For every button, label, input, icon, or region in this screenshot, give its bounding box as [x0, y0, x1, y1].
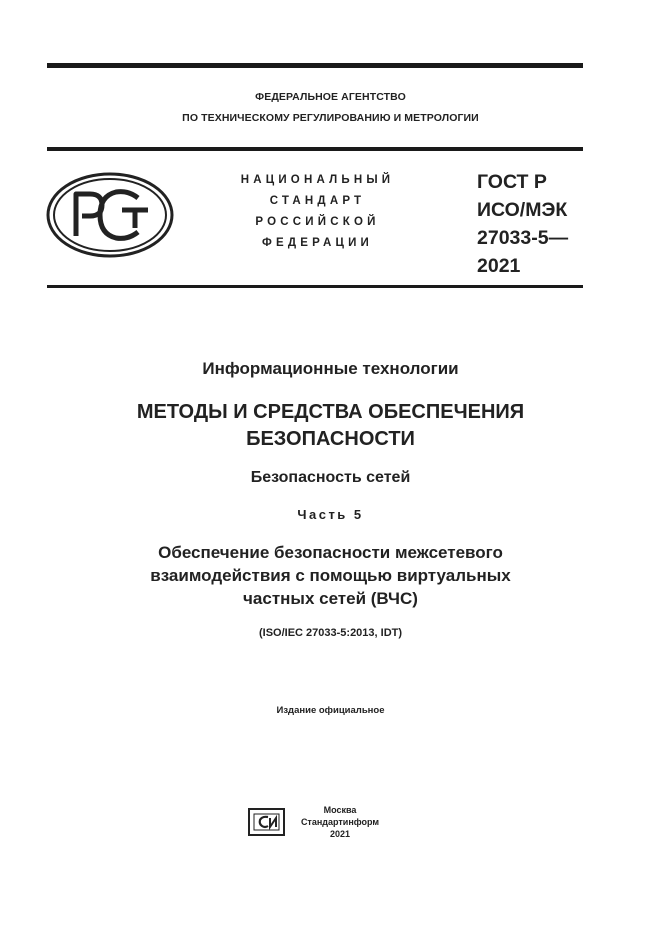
national-standard-block	[220, 170, 415, 254]
top-rule	[47, 63, 583, 68]
publisher-name: Стандартинформ	[300, 817, 380, 827]
part-title-line: взаимодействия с помощью виртуальных	[150, 566, 511, 585]
designation-line: 27033-5—	[477, 227, 569, 249]
designation-line: 2021	[477, 255, 521, 277]
subtitle: Безопасность сетей	[250, 469, 411, 486]
rst-logo-icon	[46, 172, 174, 258]
part-title-line: частных сетей (ВЧС)	[243, 589, 418, 608]
header-rule-top	[47, 147, 583, 151]
header-rule-bottom	[47, 285, 583, 288]
designation-line: ИСО/МЭК	[477, 199, 568, 221]
edition-note: Издание официальное	[276, 705, 385, 716]
publisher-block	[285, 804, 395, 840]
agency-line-2: ПО ТЕХНИЧЕСКОМУ РЕГУЛИРОВАНИЮ И МЕТРОЛОГИИ	[182, 112, 479, 124]
part-number: Часть 5	[297, 507, 364, 522]
main-title	[0, 399, 661, 453]
iso-reference: (ISO/IEC 27033-5:2013, IDT)	[258, 627, 403, 639]
publisher-city: Москва	[323, 805, 357, 815]
national-standard-line: НАЦИОНАЛЬНЫЙ	[240, 174, 395, 186]
field-title: Информационные технологии	[202, 359, 459, 378]
standard-designation	[477, 168, 597, 280]
main-title-line: БЕЗОПАСНОСТИ	[246, 428, 415, 450]
agency-line-1: ФЕДЕРАЛЬНОЕ АГЕНТСТВО	[255, 91, 406, 103]
national-standard-line: СТАНДАРТ	[269, 195, 366, 207]
national-standard-line: ФЕДЕРАЦИИ	[261, 237, 374, 249]
part-title	[0, 541, 661, 610]
main-title-line: МЕТОДЫ И СРЕДСТВА ОБЕСПЕЧЕНИЯ	[136, 401, 525, 423]
part-title-line: Обеспечение безопасности межсетевого	[158, 543, 503, 562]
national-standard-line: РОССИЙСКОЙ	[255, 216, 380, 228]
publisher-year: 2021	[329, 829, 351, 839]
standartinform-logo-icon	[248, 808, 285, 836]
designation-line: ГОСТ Р	[477, 171, 547, 193]
